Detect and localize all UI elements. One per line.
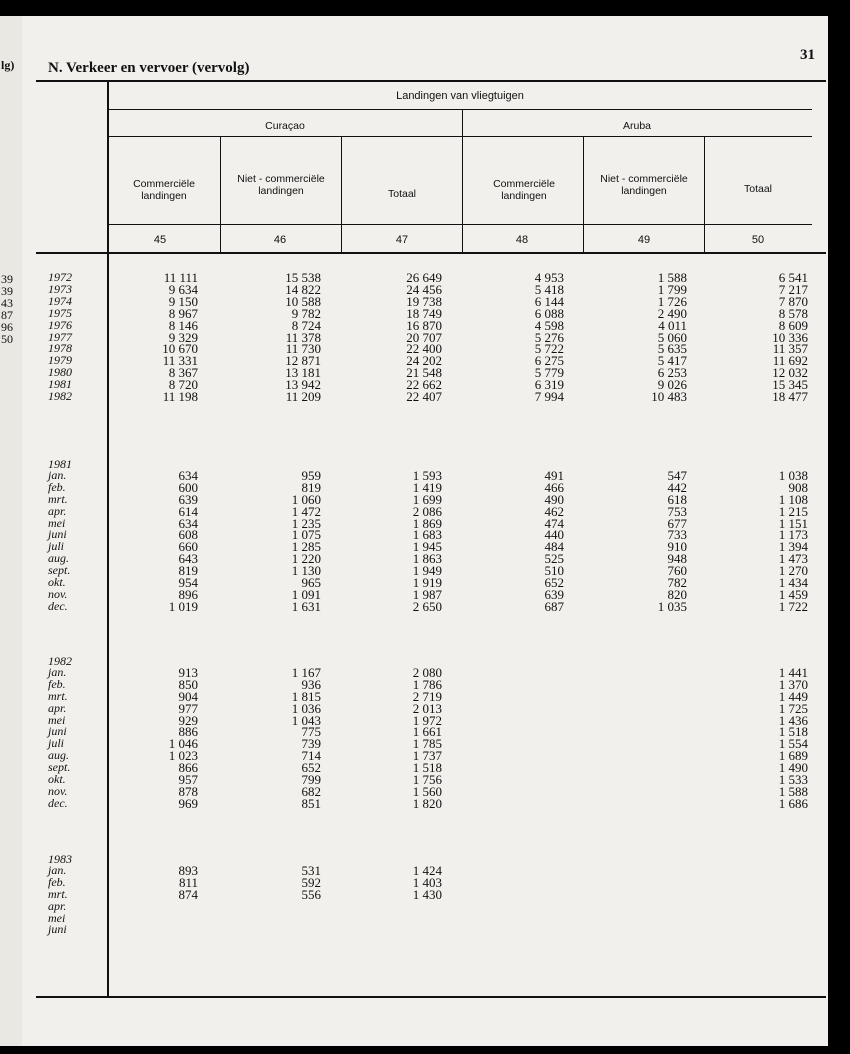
table-cell: 753 [667,503,687,519]
row-label: juni [48,922,67,937]
column-header: Totaal [743,183,773,195]
table-cell: 2 719 [412,688,442,704]
table-cell: 1 756 [412,772,442,787]
table-cell: 874 [178,886,198,902]
table-cell: 1 518 [778,724,808,740]
table-cell: 6 088 [534,305,564,321]
table-cell: 1 091 [291,586,321,602]
left-strip-number: 96 [1,320,13,334]
table-cell: 11 198 [162,389,198,404]
table-cell: 1 403 [412,874,442,890]
row-label: mei [48,712,66,727]
row-label: feb. [48,874,66,889]
table-cell: 9 634 [168,281,198,297]
header-bottom-rule [36,252,826,254]
row-label: okt. [48,772,66,786]
table-cell: 1 036 [291,700,321,716]
row-label: juli [48,736,65,751]
table-cell: 1 689 [778,748,808,764]
table-cell: 1 533 [778,772,808,787]
row-label: 1977 [48,329,72,344]
row-label: apr. [48,898,67,913]
table-cell: 608 [178,527,198,543]
left-strip-number: 39 [1,284,13,298]
row-label: nov. [48,586,68,601]
table-cell: 13 942 [285,377,321,393]
row-label: nov. [48,783,68,798]
column-number: 47 [395,234,409,246]
table-cell: 1 661 [412,724,442,740]
table-cell: 8 720 [168,377,198,393]
row-label: dec. [48,795,68,810]
table-cell: 6 541 [778,270,808,285]
table-cell: 1 108 [778,491,808,507]
table-cell: 12 871 [285,353,321,369]
table-cell: 652 [301,760,321,776]
stub-divider [107,82,109,996]
table-cell: 820 [667,586,687,602]
table-cell: 682 [301,783,321,799]
top-rule [36,80,826,82]
table-cell: 1 737 [412,748,442,764]
table-cell: 21 548 [406,365,442,381]
left-strip-number: 50 [1,332,13,346]
table-cell: 5 276 [534,329,564,345]
table-cell: 491 [544,467,564,483]
left-strip-fragment: lg) [1,58,15,72]
table-cell: 799 [301,772,321,787]
table-cell: 1 593 [412,467,442,483]
table-cell: 913 [178,664,198,680]
table-cell: 7 870 [778,293,808,309]
table-cell: 11 378 [285,329,321,345]
column-header: Niet - commerciële landingen [600,173,688,197]
table-cell: 660 [178,539,198,555]
table-cell: 643 [178,551,198,567]
row-label: apr. [48,700,67,715]
table-cell: 6 144 [534,293,564,309]
table-cell: 16 870 [406,317,442,333]
table-cell: 1 019 [168,598,198,614]
table-cell: 893 [178,862,198,878]
row-label: 1972 [48,270,72,284]
table-cell: 22 400 [406,341,442,357]
table-cell: 12 032 [772,365,808,381]
table-cell: 466 [544,479,564,495]
table-cell: 9 150 [168,293,198,309]
column-header: Niet - commerciële landingen [237,173,325,197]
table-cell: 1 060 [291,491,321,507]
table-cell: 8 609 [778,317,808,333]
table-cell: 977 [178,700,198,716]
table-cell: 24 202 [406,353,442,369]
row-label: 1974 [48,293,72,308]
page-number: 31 [800,47,815,63]
table-cell: 1 434 [778,575,808,590]
row-label: juli [48,539,65,554]
table-cell: 1 151 [778,515,808,531]
column-header: Commerciële landingen [493,178,555,202]
table-cell: 851 [301,795,321,811]
column-header-rule [108,224,812,225]
table-cell: 1 588 [778,783,808,799]
column-number: 50 [751,234,765,246]
table-cell: 1 869 [412,515,442,531]
table-cell: 652 [544,575,564,590]
table-cell: 1 038 [778,467,808,483]
table-cell: 6 275 [534,353,564,369]
table-cell: 2 086 [412,503,442,519]
table-cell: 1 023 [168,748,198,764]
table-cell: 1 725 [778,700,808,716]
table-cell: 1 726 [657,293,687,309]
column-number: 49 [637,234,651,246]
left-strip-number: 87 [1,308,13,322]
table-cell: 634 [178,467,198,483]
table-cell: 8 967 [168,305,198,321]
table-cell: 1 167 [291,664,321,680]
table-cell: 760 [667,563,687,579]
table-cell: 18 749 [406,305,442,321]
row-label: jan. [48,664,67,679]
table-cell: 639 [178,491,198,507]
table-cell: 1 699 [412,491,442,507]
table-cell: 1 786 [412,676,442,692]
row-label: jan. [48,467,67,482]
table-cell: 1 631 [291,598,321,614]
table-cell: 9 026 [657,377,687,393]
table-cell: 474 [544,515,564,531]
table-cell: 910 [667,539,687,555]
row-label: feb. [48,479,66,494]
row-label: mrt. [48,886,68,901]
table-cell: 948 [667,551,687,567]
table-cell: 4 598 [534,317,564,333]
table-cell: 20 707 [406,329,442,345]
table-cell: 1 394 [778,539,808,555]
group-header-rule [108,136,812,137]
table-cell: 5 418 [534,281,564,297]
table-cell: 4 953 [534,270,564,285]
table-cell: 600 [178,479,198,495]
table-cell: 1 987 [412,586,442,602]
table-cell: 7 217 [778,281,808,297]
table-cell: 531 [301,862,321,878]
table-cell: 886 [178,724,198,740]
table-cell: 1 441 [778,664,808,680]
table-cell: 733 [667,527,687,543]
table-cell: 4 011 [658,317,687,333]
table-cell: 22 407 [406,389,442,404]
table-cell: 1 436 [778,712,808,728]
table-cell: 1 815 [291,688,321,704]
column-header: Commerciële landingen [133,178,195,202]
table-cell: 850 [178,676,198,692]
table-cell: 1 220 [291,551,321,567]
table-cell: 1 518 [412,760,442,776]
table-cell: 1 472 [291,503,321,519]
table-cell: 614 [178,503,198,519]
block-year-label: 1983 [48,852,72,866]
table-cell: 11 111 [163,270,198,285]
table-cell: 1 919 [412,575,442,590]
super-header-rule [108,109,812,110]
left-strip-number: 39 [1,272,13,286]
row-label: mrt. [48,491,68,506]
table-cell: 10 588 [285,293,321,309]
column-divider [583,136,584,252]
table-cell: 878 [178,783,198,799]
table-cell: 484 [544,539,564,555]
page-title: N. Verkeer en vervoer (vervolg) [48,60,250,76]
column-number: 46 [273,234,287,246]
row-label: juni [48,527,67,542]
row-label: 1981 [48,377,72,392]
table-cell: 11 209 [285,389,321,404]
group-header-aruba: Aruba [622,120,652,132]
table-cell: 618 [667,491,687,507]
column-header: Totaal [387,188,417,200]
table-cell: 5 417 [657,353,687,369]
table-cell: 1 285 [291,539,321,555]
table-cell: 969 [178,795,198,811]
column-number: 48 [515,234,529,246]
table-cell: 1 215 [778,503,808,519]
table-cell: 24 456 [406,281,442,297]
column-number: 45 [153,234,167,246]
super-header: Landingen van vliegtuigen [396,90,524,102]
table-bottom-rule [36,996,826,998]
left-strip-number: 43 [1,296,13,310]
group-header-curacao: Curaçao [265,120,305,132]
block-year-label: 1982 [48,654,72,668]
table-cell: 1 560 [412,783,442,799]
table-cell: 1 046 [168,736,198,752]
row-label: aug. [48,748,69,763]
table-cell: 462 [544,503,564,519]
table-cell: 1 173 [778,527,808,543]
table-cell: 14 822 [285,281,321,297]
table-cell: 556 [301,886,321,902]
table-cell: 1 686 [778,795,808,811]
table-cell: 739 [301,736,321,752]
row-label: sept. [48,563,71,578]
column-divider [220,136,221,252]
row-label: dec. [48,598,68,613]
table-cell: 510 [544,563,564,579]
table-cell: 811 [178,874,198,890]
table-cell: 5 779 [534,365,564,381]
table-cell: 8 146 [168,317,198,333]
table-cell: 1 683 [412,527,442,543]
table-cell: 5 722 [534,341,564,357]
table-cell: 957 [178,772,198,787]
table-cell: 10 336 [772,329,808,345]
row-label: jan. [48,862,67,877]
table-cell: 7 994 [534,389,564,404]
table-cell: 5 060 [657,329,687,345]
table-cell: 936 [301,676,321,692]
table-cell: 1 799 [657,281,687,297]
table-cell: 954 [178,575,198,590]
table-cell: 1 424 [412,862,442,878]
table-cell: 442 [667,479,687,495]
table-cell: 6 319 [534,377,564,393]
table-cell: 1 785 [412,736,442,752]
table-cell: 866 [178,760,198,776]
table-cell: 2 080 [412,664,442,680]
table-cell: 525 [544,551,564,567]
table-cell: 8 724 [291,317,321,333]
table-cell: 11 357 [772,341,808,357]
table-cell: 1 419 [412,479,442,495]
table-cell: 1 949 [412,563,442,579]
table-cell: 714 [301,748,321,764]
table-cell: 819 [301,479,321,495]
table-cell: 26 649 [406,270,442,285]
table-cell: 2 650 [412,598,442,614]
table-cell: 1 490 [778,760,808,776]
row-label: 1979 [48,353,72,368]
table-cell: 639 [544,586,564,602]
table-cell: 9 329 [168,329,198,345]
table-cell: 11 331 [162,353,198,369]
table-cell: 1 449 [778,688,808,704]
row-label: mei [48,910,66,925]
table-cell: 775 [301,724,321,740]
table-cell: 1 430 [412,886,442,902]
table-cell: 1 972 [412,712,442,728]
table-cell: 904 [178,688,198,704]
row-label: 1980 [48,365,72,380]
table-cell: 1 722 [778,598,808,614]
row-label: 1973 [48,281,72,296]
table-cell: 1 370 [778,676,808,692]
row-label: mrt. [48,688,68,703]
table-cell: 6 253 [657,365,687,381]
table-cell: 929 [178,712,198,728]
table-cell: 1 459 [778,586,808,602]
row-label: sept. [48,760,71,775]
table-cell: 1 588 [657,270,687,285]
table-cell: 1 130 [291,563,321,579]
left-adjacent-page-strip [0,16,22,1046]
table-cell: 1 035 [657,598,687,614]
table-cell: 965 [301,575,321,590]
table-cell: 634 [178,515,198,531]
table-cell: 677 [667,515,687,531]
table-cell: 8 578 [778,305,808,321]
table-cell: 687 [544,598,564,614]
table-cell: 2 490 [657,305,687,321]
table-cell: 10 670 [162,341,198,357]
row-label: mei [48,515,66,530]
table-cell: 22 662 [406,377,442,393]
table-cell: 782 [667,575,687,590]
table-cell: 11 692 [772,353,808,369]
table-cell: 15 345 [772,377,808,393]
table-cell: 9 782 [291,305,321,321]
row-label: juni [48,724,67,739]
table-cell: 10 483 [651,389,687,404]
table-cell: 18 477 [772,389,808,404]
table-cell: 2 013 [412,700,442,716]
table-cell: 592 [301,874,321,890]
table-cell: 490 [544,491,564,507]
row-label: 1976 [48,317,72,332]
table-cell: 440 [544,527,564,543]
table-cell: 1 863 [412,551,442,567]
row-label: 1975 [48,305,72,320]
row-label: aug. [48,551,69,566]
table-cell: 1 945 [412,539,442,555]
document-page [22,16,828,1046]
table-cell: 1 043 [291,712,321,728]
table-cell: 1 473 [778,551,808,567]
table-cell: 8 367 [168,365,198,381]
block-year-label: 1981 [48,457,72,471]
table-cell: 819 [178,563,198,579]
row-label: 1982 [48,389,72,403]
table-cell: 1 554 [778,736,808,752]
row-label: feb. [48,676,66,691]
table-cell: 5 635 [657,341,687,357]
table-cell: 896 [178,586,198,602]
table-cell: 1 235 [291,515,321,531]
table-cell: 19 738 [406,293,442,309]
row-label: apr. [48,503,67,518]
table-cell: 547 [667,467,687,483]
table-cell: 15 538 [285,270,321,285]
table-cell: 11 730 [285,341,321,357]
table-cell: 1 820 [412,795,442,811]
table-cell: 1 270 [778,563,808,579]
table-cell: 1 075 [291,527,321,543]
row-label: okt. [48,575,66,589]
table-cell: 13 181 [285,365,321,381]
table-cell: 908 [788,479,808,495]
row-label: 1978 [48,341,72,356]
table-cell: 959 [301,467,321,483]
